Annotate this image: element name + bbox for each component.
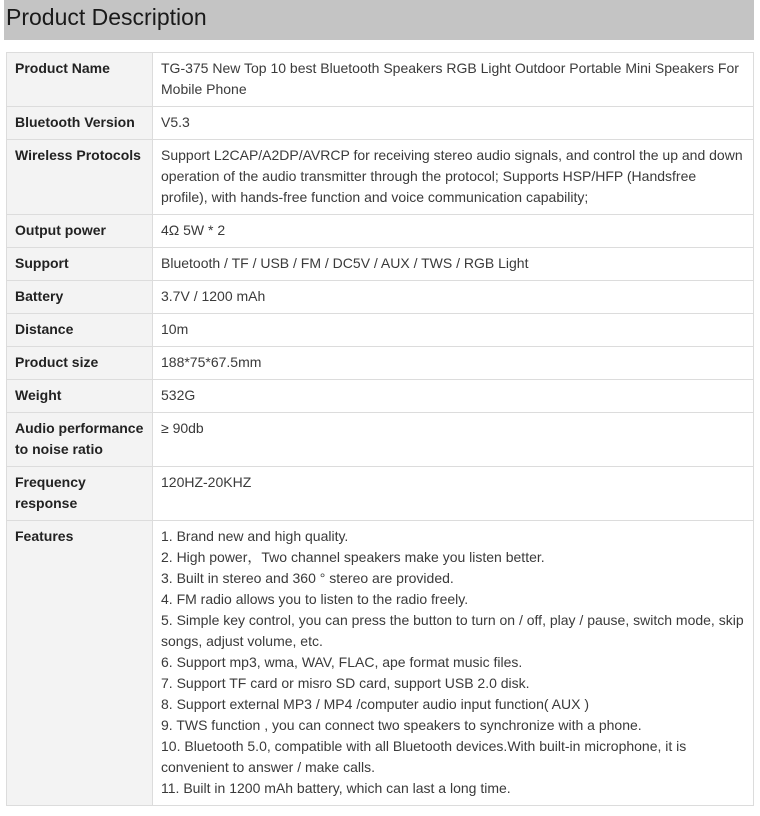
spec-table [6,52,754,806]
spec-label: Battery [7,281,153,314]
spec-value: 188*75*67.5mm [153,347,754,380]
spec-value: Support L2CAP/A2DP/AVRCP for receiving stereo audio signals, and control the up and down operation of the audio transmitter through the protocol; Supports HSP/HFP (Handsfree profile), with hands-free function and voice communication capability; [153,140,754,215]
spec-label: Weight [7,380,153,413]
spec-label: Output power [7,215,153,248]
spec-row-output-power [7,215,754,248]
spec-row-product-size [7,347,754,380]
feature-item: 8. Support external MP3 / MP4 /computer audio input function( AUX ) [161,696,589,712]
spec-label: Product Name [7,53,153,107]
spec-value: 532G [153,380,754,413]
section-title: Product Description [6,4,207,30]
feature-item: 7. Support TF card or misro SD card, support USB 2.0 disk. [161,675,530,691]
spec-value: 3.7V / 1200 mAh [153,281,754,314]
spec-row-wireless-protocols [7,140,754,215]
spec-row-frequency-response [7,467,754,521]
features-list [153,521,754,806]
spec-row-bluetooth-version [7,107,754,140]
feature-item: 9. TWS function , you can connect two speakers to synchronize with a phone. [161,717,642,733]
spec-value: ≥ 90db [153,413,754,467]
spec-label: Distance [7,314,153,347]
feature-item: 10. Bluetooth 5.0, compatible with all Bluetooth devices.With built-in microphone, it is convenient to answer / make calls. [161,738,687,775]
feature-item: 5. Simple key control, you can press the button to turn on / off, play / pause, switch mode, skip songs, adjust volume, etc. [161,612,744,649]
spec-row-support [7,248,754,281]
spec-value: V5.3 [153,107,754,140]
feature-item: 1. Brand new and high quality. [161,528,349,544]
spec-label: Audio performance to noise ratio [7,413,153,467]
feature-item: 3. Built in stereo and 360 ° stereo are provided. [161,570,454,586]
feature-item: 6. Support mp3, wma, WAV, FLAC, ape format music files. [161,654,523,670]
spec-value: 120HZ-20KHZ [153,467,754,521]
spec-label: Wireless Protocols [7,140,153,215]
spec-label: Support [7,248,153,281]
feature-item: 11. Built in 1200 mAh battery, which can last a long time. [161,780,511,796]
feature-item: 2. High power，Two channel speakers make you listen better. [161,549,545,565]
spec-label: Frequency response [7,467,153,521]
spec-label: Product size [7,347,153,380]
section-header [4,0,754,40]
spec-row-battery [7,281,754,314]
spec-label: Bluetooth Version [7,107,153,140]
spec-value: Bluetooth / TF / USB / FM / DC5V / AUX / TWS / RGB Light [153,248,754,281]
spec-row-product-name [7,53,754,107]
spec-value: 10m [153,314,754,347]
feature-item: 4. FM radio allows you to listen to the radio freely. [161,591,469,607]
spec-row-distance [7,314,754,347]
spec-row-audio-snr [7,413,754,467]
spec-row-weight [7,380,754,413]
spec-label: Features [7,521,153,806]
spec-row-features [7,521,754,806]
spec-value: TG-375 New Top 10 best Bluetooth Speakers RGB Light Outdoor Portable Mini Speakers For Mobile Phone [153,53,754,107]
spec-value: 4Ω 5W * 2 [153,215,754,248]
